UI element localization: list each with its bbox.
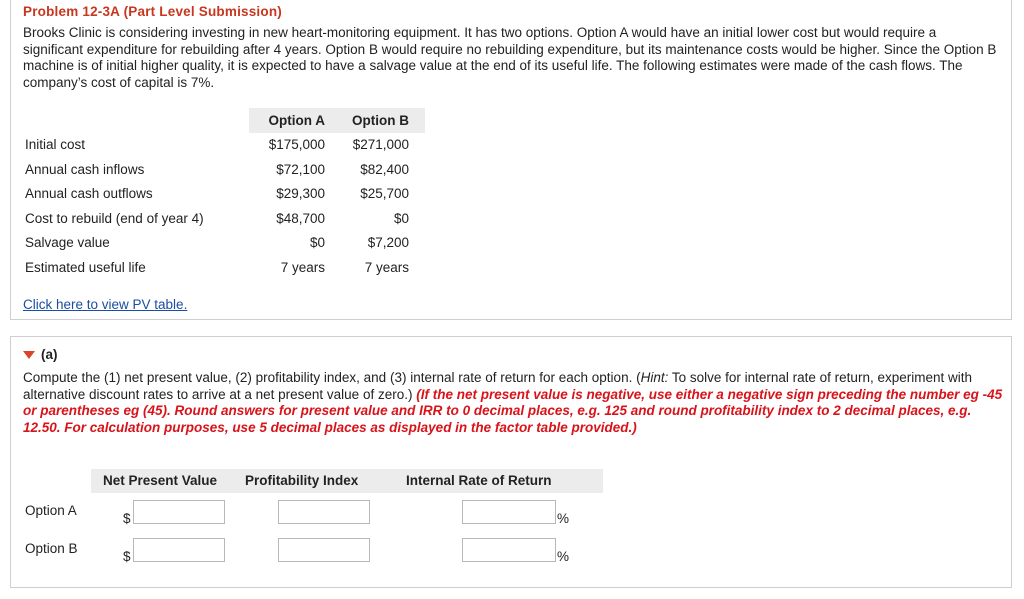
currency-symbol: $ (123, 549, 131, 564)
problem-intro: Brooks Clinic is considering investing in new heart-monitoring equipment. It has two options. Option A would have an initial lower cost but would require a significant expenditure for rebuilding after 4 years. Option B would require no rebuilding expenditure, but its maintenance costs would be higher. Since the Option B machine is of initial higher quality, it is expected to have a salvage value at the end of its useful life. The following estimates were made of the cash flows. The company’s cost of capital is 7%. (23, 25, 997, 90)
percent-sign: % (557, 511, 570, 526)
option-b-value: $25,700 (360, 186, 409, 202)
currency-symbol: $ (123, 511, 131, 526)
option-b-value: $0 (393, 210, 409, 226)
table-row (23, 182, 425, 207)
option-a-value: $72,100 (276, 161, 325, 177)
hint-label: Hint: (640, 370, 669, 385)
option-b-value: $82,400 (360, 161, 409, 177)
option-b-value: $271,000 (352, 137, 409, 153)
rounding-instructions: (If the net present value is negative, use either a negative sign preceding the number eg -45 or parentheses eg (45). Round answers for present value and IRR to 0 decimal places, e.g. 125 and round profitability index to 2 decimal places, e.g. 12.50. For calculation purposes, use 5 decimal places as displayed in the factor table provided.) (23, 386, 1003, 435)
option-b-value: 7 years (364, 259, 409, 275)
part-a-instructions (23, 370, 1003, 436)
option-b-irr-input[interactable] (462, 538, 556, 562)
row-label: Annual cash outflows (25, 186, 153, 202)
estimates-table (23, 108, 425, 280)
pv-table-link[interactable]: Click here to view PV table. (23, 297, 188, 312)
option-a-npv-input[interactable] (133, 500, 225, 524)
problem-panel (10, 0, 1012, 320)
option-b-value: $7,200 (367, 235, 409, 251)
row-label: Annual cash inflows (25, 161, 145, 177)
part-a-panel (10, 336, 1012, 588)
row-label: Cost to rebuild (end of year 4) (25, 210, 204, 226)
header-option-a: Option A (249, 108, 325, 133)
column-pi: Profitability Index (245, 473, 359, 488)
problem-title: Problem 12-3A (Part Level Submission) (23, 4, 282, 19)
option-a-value: $48,700 (276, 210, 325, 226)
option-a-value: $175,000 (268, 137, 325, 153)
header-option-b: Option B (325, 108, 425, 133)
percent-sign: % (557, 549, 570, 564)
table-row (23, 206, 425, 231)
option-a-value: 7 years (280, 259, 325, 275)
instructions-text-1: Compute the (1) net present value, (2) profitability index, and (3) internal rate of return for each option. ( (23, 370, 641, 385)
row-label: Initial cost (25, 137, 86, 153)
row-label: Estimated useful life (25, 259, 146, 275)
estimates-header-blank (23, 108, 249, 133)
option-b-pi-input[interactable] (278, 538, 370, 562)
option-a-irr-input[interactable] (462, 500, 556, 524)
row-label: Salvage value (25, 235, 110, 251)
part-a-toggle[interactable] (23, 347, 58, 362)
option-b-label: Option B (25, 541, 78, 556)
table-row (23, 157, 425, 182)
part-a-label: (a) (41, 347, 58, 362)
instructions-text-2: To solve for internal rate of return, experiment with alternative discount rates to arrive at a net present value of zero.) (23, 370, 972, 402)
column-npv: Net Present Value (103, 473, 218, 488)
option-a-value: $0 (309, 235, 325, 251)
column-irr: Internal Rate of Return (406, 473, 552, 488)
option-b-npv-input[interactable] (133, 538, 225, 562)
option-a-label: Option A (25, 503, 77, 518)
option-a-value: $29,300 (276, 186, 325, 202)
table-row (23, 133, 425, 158)
caret-down-icon (23, 351, 35, 359)
option-a-pi-input[interactable] (278, 500, 370, 524)
table-row (23, 231, 425, 256)
table-row (23, 255, 425, 280)
answer-table-header (91, 469, 603, 493)
estimates-header-row (23, 108, 425, 133)
